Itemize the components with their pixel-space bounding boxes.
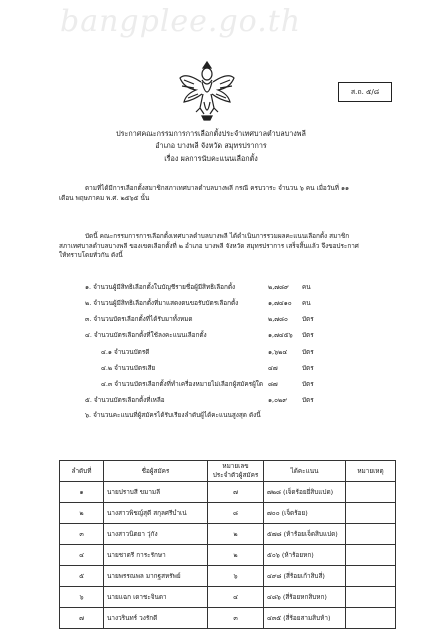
- cell-rank: ๔: [60, 545, 104, 566]
- cell-note: [346, 608, 396, 629]
- cell-score: ๔๙๘ (สี่ร้อยเก้าสิบสี่): [264, 566, 346, 587]
- form-code-box: ส.ถ. ๕/๘: [338, 82, 392, 102]
- stat-value: ๑,๖๒๔: [268, 348, 288, 356]
- cell-name: นายชาตรี การะรักษา: [104, 545, 208, 566]
- heading-line-2: อำเภอ บางพลี จังหวัด สมุทรปราการ: [155, 141, 267, 150]
- stat-label: ๕. จำนวนบัตรเลือกตั้งที่เหลือ: [85, 396, 165, 404]
- cell-score: ๕๗๘ (ห้าร้อยเจ็ดสิบแปด): [264, 524, 346, 545]
- announcement-line-3: ให้ทราบโดยทั่วกัน ดังนี้: [59, 251, 123, 259]
- stat-label: ๓. จำนวนบัตรเลือกตั้งที่ได้รับมาทั้งหมด: [85, 315, 193, 323]
- cell-number: ๒: [208, 545, 264, 566]
- cell-number: ๔: [208, 587, 264, 608]
- announcement-line-2: สภาเทศบาลตำบลบางพลี ของเขตเลือกตั้งที่ ๒ อำเภอ บางพลี จังหวัด สมุทรปราการ เสร็จสิ้นแล้ว จึงขอประกาศ: [59, 241, 359, 250]
- stat-label: ๒. จำนวนผู้มีสิทธิเลือกตั้งที่มาแสดงตนขอรับบัตรเลือกตั้ง: [85, 299, 239, 307]
- col-header-number-line2: ประจำตัวผู้สมัคร: [212, 471, 259, 479]
- stat-label: ๖. จำนวนคะแนนที่ผู้สมัครได้รับเรียงลำดับผู้ได้คะแนนสูงสุด ดังนี้: [85, 411, 261, 419]
- stat-unit: คน: [302, 299, 311, 307]
- stat-label: ๔.๑ จำนวนบัตรดี: [101, 348, 150, 356]
- table-row: [60, 482, 396, 503]
- cell-note: [346, 524, 396, 545]
- stat-value: ๑,๗๔๕๖: [268, 331, 293, 339]
- stat-value: ๘๗: [268, 380, 278, 388]
- cell-score: ๗๐๐ (เจ็ดร้อย): [264, 503, 346, 524]
- cell-rank: ๖: [60, 587, 104, 608]
- table-header-row: [60, 461, 396, 482]
- stat-value: ๑,๐๒๙: [268, 396, 287, 404]
- table-row: [60, 545, 396, 566]
- table-row: [60, 587, 396, 608]
- cell-number: ๓: [208, 608, 264, 629]
- stat-unit: บัตร: [302, 348, 314, 356]
- intro-line-1: ตามที่ได้มีการเลือกตั้งสมาชิกสภาเทศบาลตำบลบางพลี กรณี ครบวาระ จำนวน ๖ คน เมื่อวันที่ ๑๑: [85, 184, 350, 192]
- stat-value: ๒,๗๘๙: [268, 283, 289, 291]
- table-row: [60, 503, 396, 524]
- cell-name: นางวรินทร์ วงรักดี: [104, 608, 208, 629]
- cell-score: ๕๐๖ (ห้าร้อยหก): [264, 545, 346, 566]
- garuda-emblem-icon: [176, 58, 238, 122]
- cell-name: นายพรรณพล มากฐสหรัพย์: [104, 566, 208, 587]
- cell-score: ๗๒๘ (เจ็ดร้อยยี่สิบแปด): [264, 482, 346, 503]
- announcement-paragraph: [59, 232, 391, 261]
- cell-note: [346, 482, 396, 503]
- watermark: bangplee.go.th: [60, 4, 302, 39]
- intro-paragraph: [59, 184, 391, 203]
- cell-rank: ๓: [60, 524, 104, 545]
- stat-value: ๒,๗๘๐: [268, 315, 288, 323]
- stat-label: ๔.๓ จำนวนบัตรเลือกตั้งที่ทำเครื่องหมายไม่เลือกผู้สมัครผู้ใด: [101, 380, 264, 388]
- table-row: [60, 566, 396, 587]
- intro-line-2: เดือน พฤษภาคม พ.ศ. ๒๕๖๕ นั้น: [59, 193, 150, 202]
- stat-unit: บัตร: [302, 331, 314, 339]
- stat-unit: บัตร: [302, 315, 314, 323]
- cell-name: นางสาวพิชญ์สุดี สกุลศรีบำเน่: [104, 503, 208, 524]
- cell-number: ๒: [208, 524, 264, 545]
- stat-label: ๑. จำนวนผู้มีสิทธิเลือกตั้งในบัญชีรายชื่อผู้มีสิทธิเลือกตั้ง: [85, 283, 236, 291]
- cell-number: ๗: [208, 482, 264, 503]
- heading-line-3: เรื่อง ผลการนับคะแนนเลือกตั้ง: [164, 154, 258, 163]
- col-header-name: ชื่อผู้สมัคร: [104, 461, 208, 482]
- col-header-note: หมายเหตุ: [346, 461, 396, 482]
- cell-name: นางสาวนิตยา วุ่กัง: [104, 524, 208, 545]
- stat-value: ๔๗: [268, 364, 278, 372]
- cell-score: ๔๘๖ (สี่ร้อยหกสิบหก): [264, 587, 346, 608]
- stat-unit: บัตร: [302, 396, 314, 404]
- cell-rank: ๒: [60, 503, 104, 524]
- heading-line-1: ประกาศคณะกรรมการการเลือกตั้งประจำเทศบาลตำบลบางพลี: [116, 129, 306, 138]
- col-header-rank: ลำดับที่: [60, 461, 104, 482]
- cell-rank: ๕: [60, 566, 104, 587]
- col-header-number-line1: หมายเลข: [222, 462, 249, 470]
- cell-name: นายแฉก เดาชะจินดา: [104, 587, 208, 608]
- stat-value: ๑,๗๔๑๐: [268, 299, 292, 307]
- results-table: [59, 460, 396, 629]
- cell-rank: ๑: [60, 482, 104, 503]
- table-row: [60, 608, 396, 629]
- stat-label: ๔. จำนวนบัตรเลือกตั้งที่ใช้ลงคะแนนเลือกตั้ง: [85, 331, 207, 339]
- cell-number: ๖: [208, 566, 264, 587]
- cell-number: ๘: [208, 503, 264, 524]
- cell-note: [346, 566, 396, 587]
- stat-unit: คน: [302, 283, 311, 291]
- cell-note: [346, 503, 396, 524]
- col-header-number: [208, 461, 264, 482]
- announcement-line-1: บัดนี้ คณะกรรมการการเลือกตั้งเทศบาลตำบลบางพลี ได้ดำเนินการรวมผลคะแนนเลือกตั้ง สมาชิก: [85, 232, 350, 240]
- cell-note: [346, 545, 396, 566]
- cell-rank: ๗: [60, 608, 104, 629]
- stat-unit: บัตร: [302, 364, 314, 372]
- table-row: [60, 524, 396, 545]
- col-header-score: ได้คะแนน: [264, 461, 346, 482]
- stat-label: ๔.๒ จำนวนบัตรเสีย: [101, 364, 156, 372]
- cell-note: [346, 587, 396, 608]
- cell-score: ๔๓๕ (สี่ร้อยสามสิบห้า): [264, 608, 346, 629]
- cell-name: นายปราบสี ขมามลี: [104, 482, 208, 503]
- stat-unit: บัตร: [302, 380, 314, 388]
